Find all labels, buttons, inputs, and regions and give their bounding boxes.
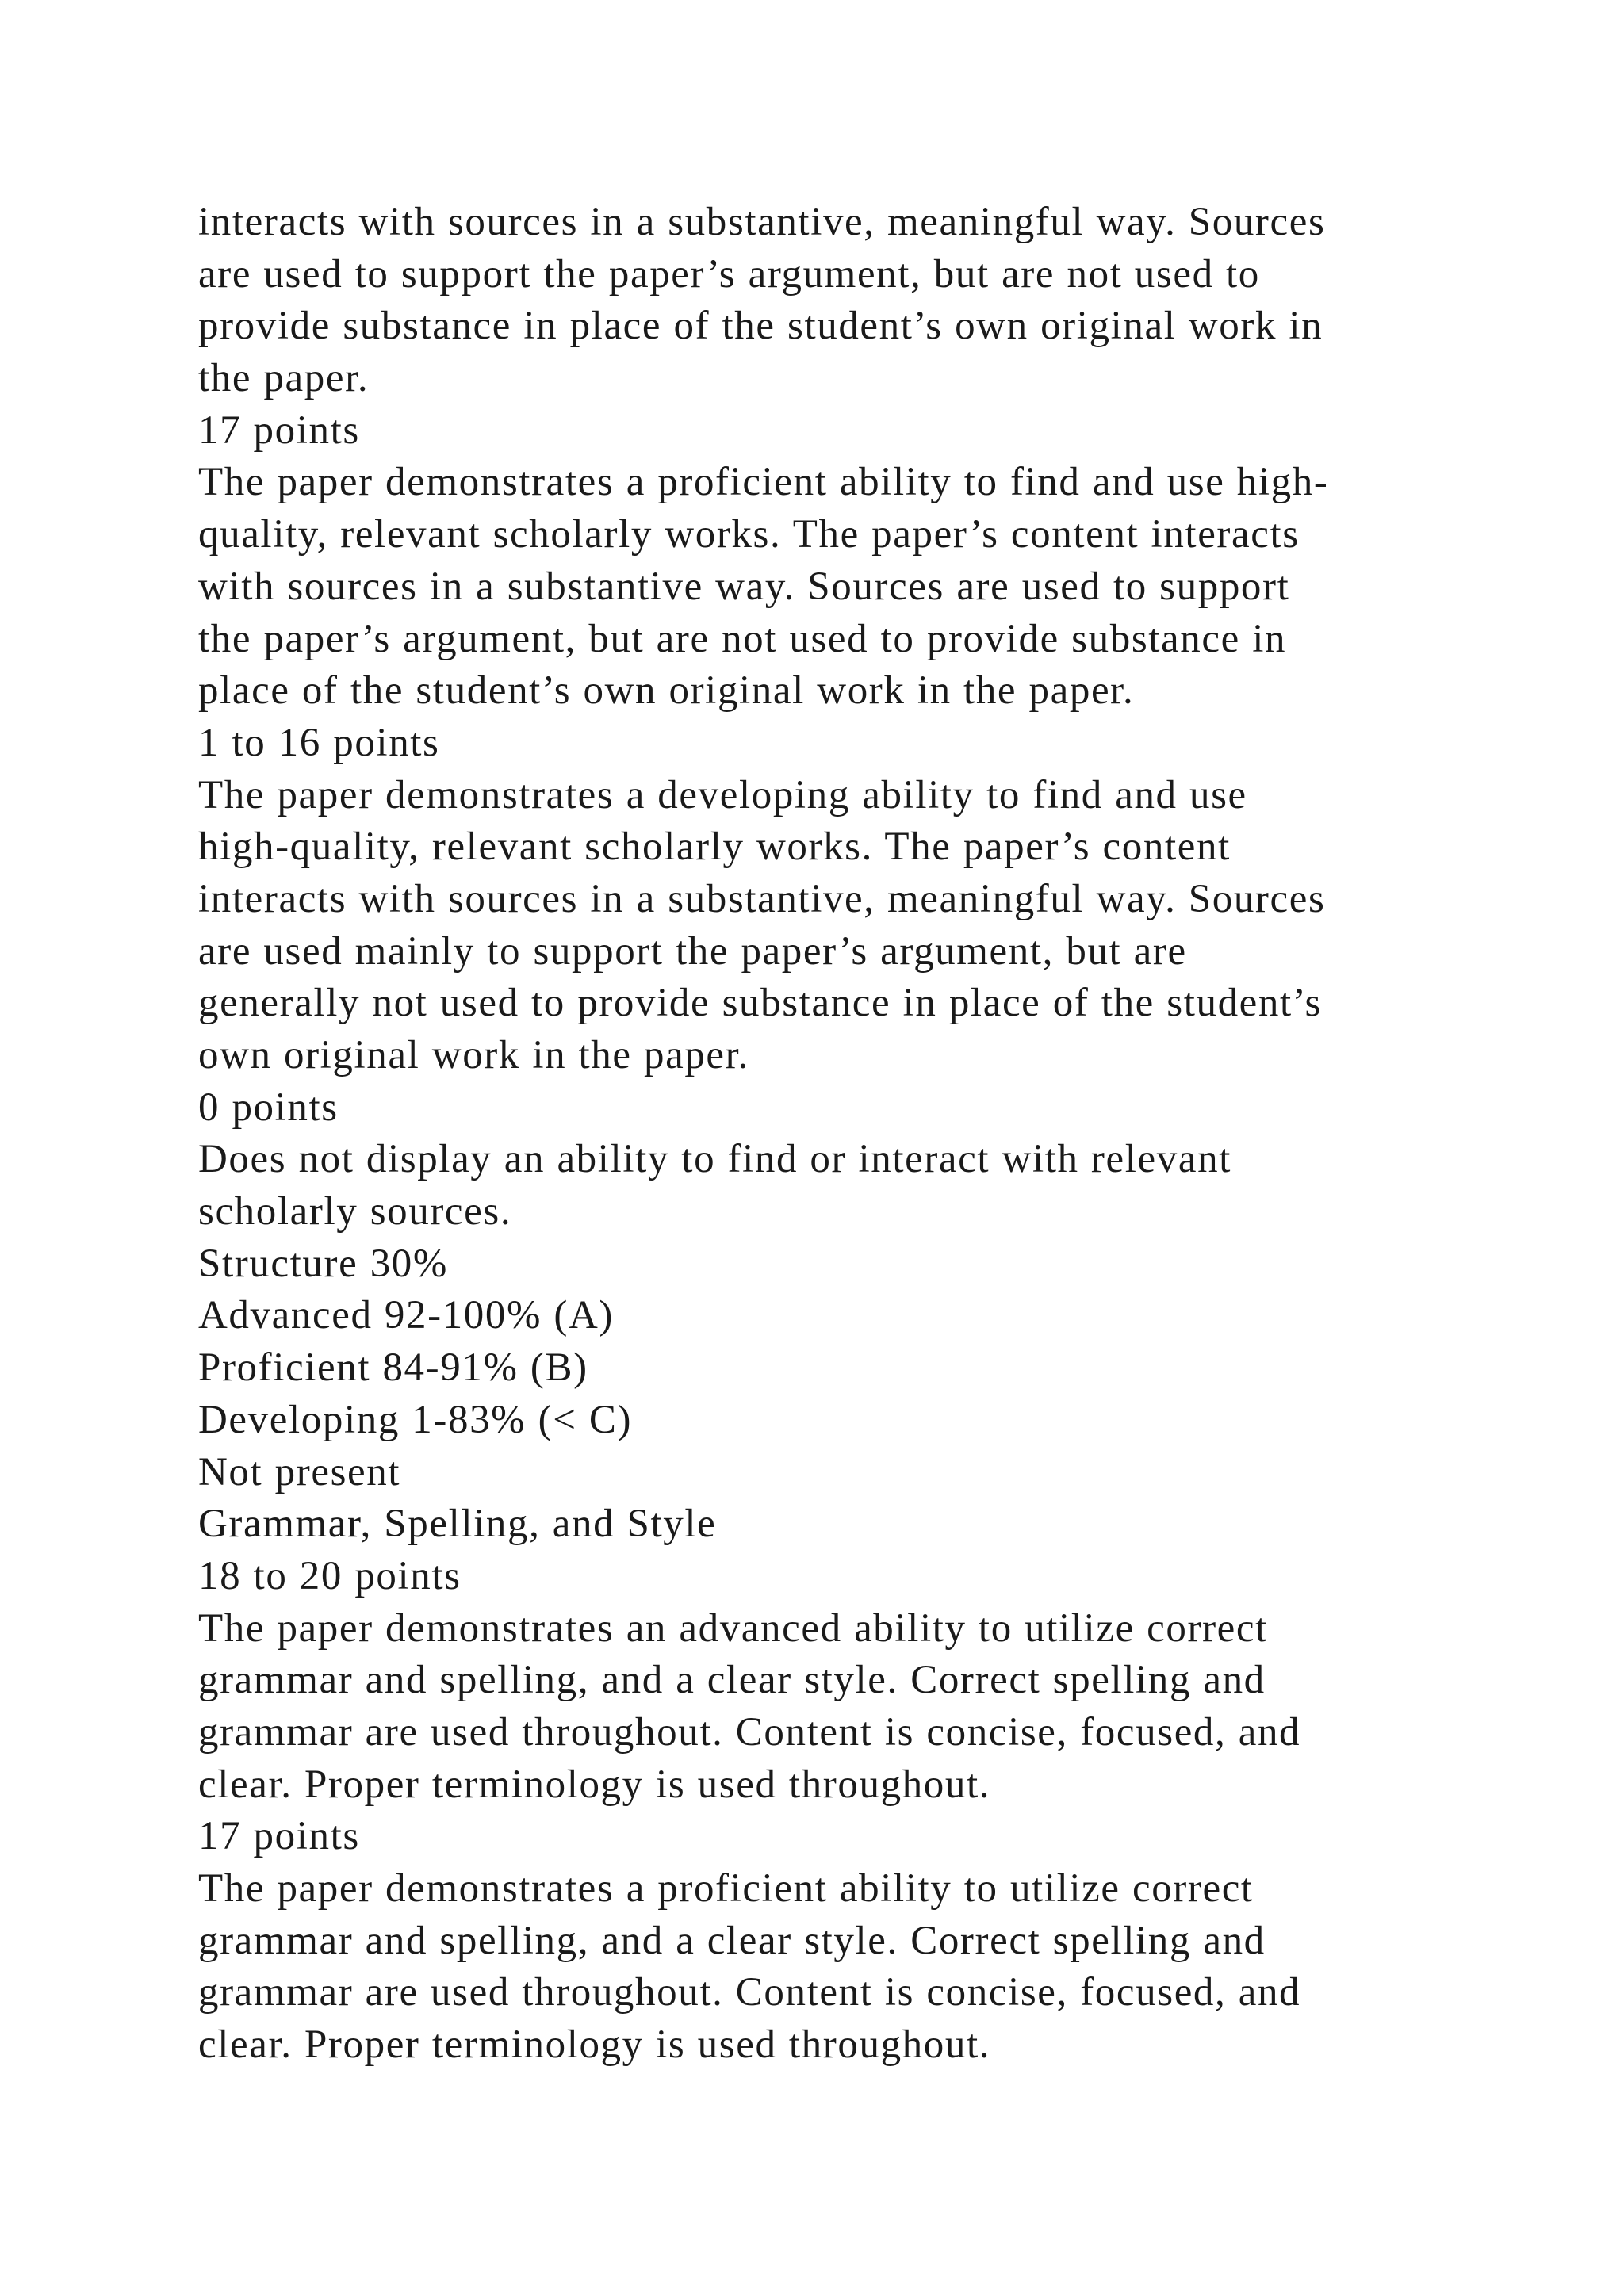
text-line: Does not display an ability to find or interact with relevant [198,1137,1231,1182]
points-heading: 0 points [198,1085,339,1130]
text-line: grammar are used throughout. Content is concise, focused, and [198,1709,1301,1755]
grade-level: Developing 1-83% (< C) [198,1397,633,1442]
grade-level: Not present [198,1449,401,1494]
text-line: the paper. [198,356,370,401]
points-heading: 17 points [198,408,360,453]
text-line: the paper’s argument, but are not used to provide substance in [198,616,1287,661]
points-heading: 1 to 16 points [198,720,440,765]
criterion-heading: Grammar, Spelling, and Style [198,1502,717,1547]
text-line: own original work in the paper. [198,1033,749,1077]
text-line: The paper demonstrates a proficient ability to find and use high- [198,460,1329,505]
text-line: clear. Proper terminology is used throughout. [198,2022,991,2068]
grade-level: Proficient 84-91% (B) [198,1345,588,1391]
text-line: interacts with sources in a substantive, meaningful way. Sources [198,200,1326,244]
text-line: provide substance in place of the student’s own original work in [198,304,1323,349]
points-heading: 18 to 20 points [198,1553,462,1598]
document-body [198,197,1515,2072]
text-line: are used mainly to support the paper’s argument, but are [198,928,1187,974]
text-line: grammar and spelling, and a clear style. Correct spelling and [198,1658,1266,1703]
text-line: grammar are used throughout. Content is concise, focused, and [198,1970,1301,2015]
points-heading: 17 points [198,1814,360,1859]
text-line: with sources in a substantive way. Sources are used to support [198,564,1290,609]
text-line: are used to support the paper’s argument, but are not used to [198,251,1260,297]
text-line: high-quality, relevant scholarly works. The paper’s content [198,825,1231,870]
text-line: scholarly sources. [198,1189,512,1234]
text-line: clear. Proper terminology is used throughout. [198,1762,991,1807]
grade-level: Advanced 92-100% (A) [198,1293,615,1338]
text-line: place of the student’s own original work in the paper. [198,668,1135,714]
text-line: interacts with sources in a substantive, meaningful way. Sources [198,876,1326,921]
text-line: The paper demonstrates a developing ability to find and use [198,772,1247,817]
text-line: The paper demonstrates an advanced ability to utilize correct [198,1605,1268,1651]
text-line: The paper demonstrates a proficient ability to utilize correct [198,1866,1254,1911]
section-heading: Structure 30% [198,1241,448,1286]
text-line: generally not used to provide substance in place of the student’s [198,981,1322,1026]
text-line: grammar and spelling, and a clear style. Correct spelling and [198,1918,1266,1963]
text-line: quality, relevant scholarly works. The paper’s content interacts [198,512,1300,557]
